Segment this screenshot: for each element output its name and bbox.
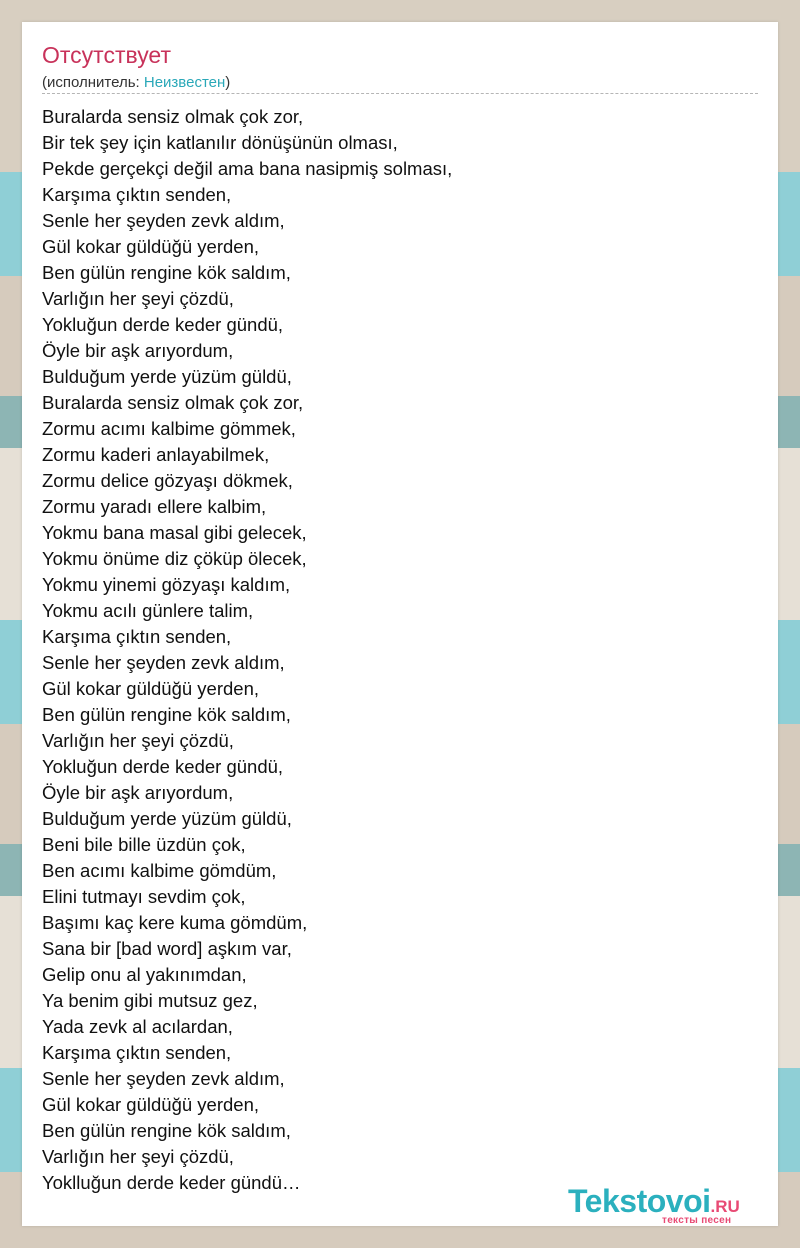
- lyric-line: Başımı kaç kere kuma gömdüm,: [42, 912, 308, 933]
- lyric-line: Ben gülün rengine kök saldım,: [42, 1120, 291, 1141]
- lyric-line: Ben gülün rengine kök saldım,: [42, 262, 291, 283]
- lyric-line: Beni bile bille üzdün çok,: [42, 834, 246, 855]
- lyric-line: Sana bir [bad word] aşkım var,: [42, 938, 292, 959]
- lyric-line: Ben gülün rengine kök saldım,: [42, 704, 291, 725]
- lyric-line: Ben acımı kalbime gömdüm,: [42, 860, 277, 881]
- lyric-line: Bir tek şey için katlanılır dönüşünün olması,: [42, 132, 398, 153]
- lyric-line: Zormu acımı kalbime gömmek,: [42, 418, 296, 439]
- artist-suffix: ): [225, 74, 231, 91]
- lyric-line: Gelip onu al yakınımdan,: [42, 964, 247, 985]
- lyric-line: Yokluğun derde keder gündü,: [42, 314, 284, 335]
- lyric-line: Zormu yaradı ellere kalbim,: [42, 496, 267, 517]
- lyric-line: Yokmu bana masal gibi gelecek,: [42, 522, 307, 543]
- lyric-line: Öyle bir aşk arıyordum,: [42, 782, 234, 803]
- lyric-line: Karşıma çıktın senden,: [42, 1042, 232, 1063]
- lyric-line: Öyle bir aşk arıyordum,: [42, 340, 234, 361]
- lyric-line: Yokmu yinemi gözyaşı kaldım,: [42, 574, 291, 595]
- lyric-line: Buralarda sensiz olmak çok zor,: [42, 106, 304, 127]
- artist-line: [42, 74, 230, 91]
- lyric-line: Yokmu acılı günlere talim,: [42, 600, 254, 621]
- lyric-line: Ya benim gibi mutsuz gez,: [42, 990, 258, 1011]
- lyric-line: Bulduğum yerde yüzüm güldü,: [42, 366, 292, 387]
- logo-tld: .RU: [710, 1197, 740, 1216]
- lyric-line: Senle her şeyden zevk aldım,: [42, 652, 285, 673]
- lyric-line: Gül kokar güldüğü yerden,: [42, 678, 259, 699]
- lyric-line: Karşıma çıktın senden,: [42, 184, 232, 205]
- lyrics-body: [42, 104, 742, 1196]
- lyric-line: Yokluğun derde keder gündü,: [42, 756, 284, 777]
- lyric-line: Zormu kaderi anlayabilmek,: [42, 444, 270, 465]
- lyric-line: Yokmu önüme diz çöküp ölecek,: [42, 548, 307, 569]
- lyric-line: Pekde gerçekçi değil ama bana nasipmiş solması,: [42, 158, 453, 179]
- site-logo[interactable]: [568, 1183, 778, 1226]
- lyric-line: Senle her şeyden zevk aldım,: [42, 1068, 285, 1089]
- lyric-line: Zormu delice gözyaşı dökmek,: [42, 470, 293, 491]
- lyric-line: Senle her şeyden zevk aldım,: [42, 210, 285, 231]
- lyric-line: Bulduğum yerde yüzüm güldü,: [42, 808, 292, 829]
- song-title: Отсутствует: [42, 42, 171, 68]
- lyric-line: Varlığın her şeyi çözdü,: [42, 288, 234, 309]
- lyric-line: Gül kokar güldüğü yerden,: [42, 1094, 259, 1115]
- artist-link[interactable]: Неизвестен: [143, 74, 226, 91]
- lyrics-card: [22, 22, 778, 1226]
- lyric-line: Karşıma çıktın senden,: [42, 626, 232, 647]
- lyric-line: Elini tutmayı sevdim çok,: [42, 886, 246, 907]
- lyric-line: Yoklluğun derde keder gündü…: [42, 1172, 301, 1193]
- lyric-line: Gül kokar güldüğü yerden,: [42, 236, 259, 257]
- logo-name: Tekstovoi: [568, 1183, 711, 1219]
- logo-tagline: тексты песен: [662, 1215, 732, 1226]
- lyric-line: Buralarda sensiz olmak çok zor,: [42, 392, 304, 413]
- divider: [42, 93, 758, 94]
- artist-prefix: (исполнитель:: [42, 74, 144, 91]
- lyric-line: Varlığın her şeyi çözdü,: [42, 1146, 234, 1167]
- lyric-line: Varlığın her şeyi çözdü,: [42, 730, 234, 751]
- lyric-line: Yada zevk al acılardan,: [42, 1016, 233, 1037]
